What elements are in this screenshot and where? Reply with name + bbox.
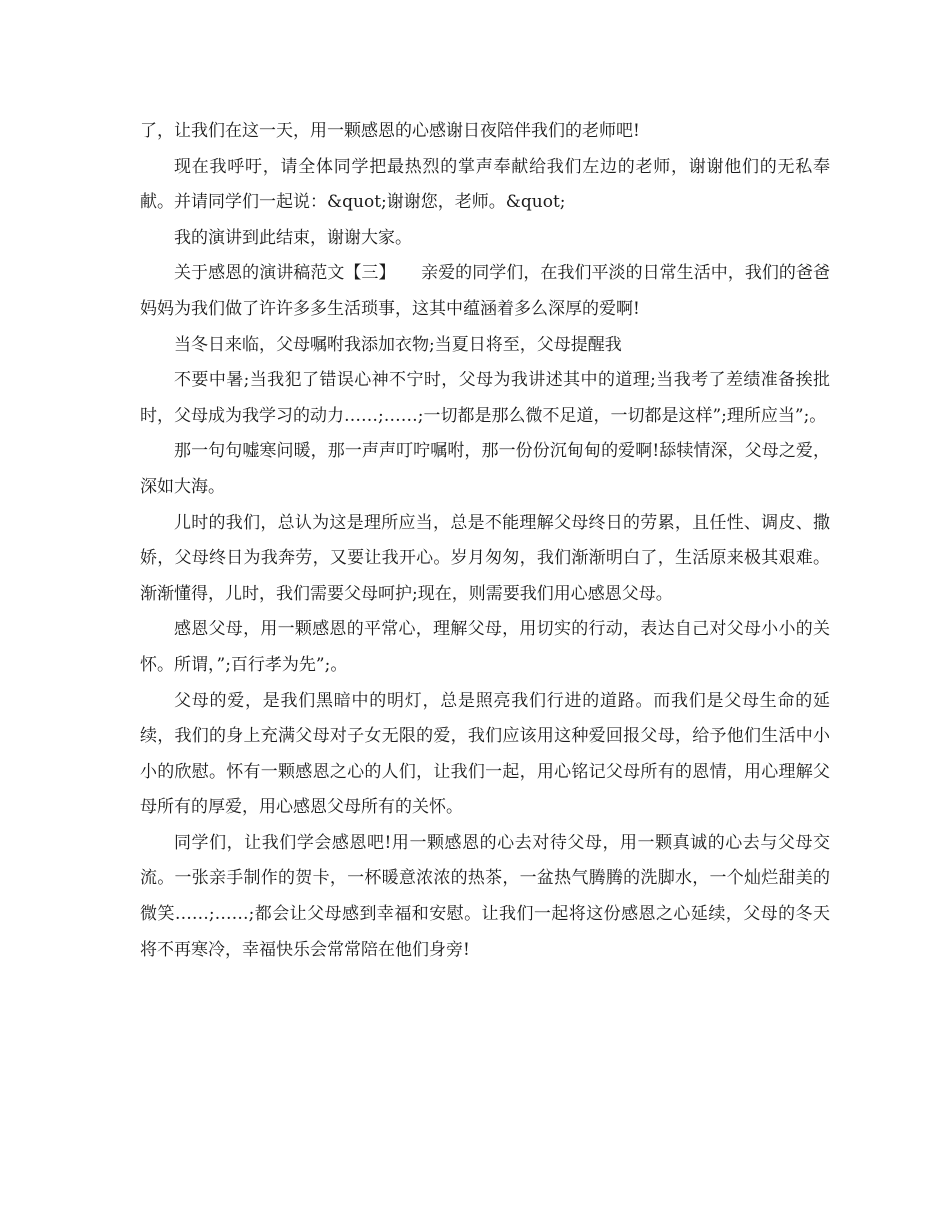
paragraph-6: 不要中暑;当我犯了错误心神不宁时，父母为我讲述其中的道理;当我考了差绩准备挨批时，父母成为我学习的动力……;……;一切都是那么微不足道，一切都是这样”;理所应当”;。 [140, 370, 830, 426]
paragraph-7: 那一句句嘘寒问暖，那一声声叮咛嘱咐，那一份份沉甸甸的爱啊!舔犊情深，父母之爱，深如大海。 [140, 441, 830, 497]
paragraph-10: 父母的爱，是我们黑暗中的明灯，总是照亮我们行进的道路。而我们是父母生命的延续，我们的身上充满父母对子女无限的爱，我们应该用这种爱回报父母，给予他们生活中小小的欣慰。怀有一颗感恩之心的人们，让我们一起，用心铭记父母所有的恩情，用心理解父母所有的厚爱，用心感恩父母所有的关怀。 [140, 690, 830, 818]
paragraph-8: 儿时的我们，总认为这是理所应当，总是不能理解父母终日的劳累，且任性、调皮、撒娇，父母终日为我奔劳，又要让我开心。岁月匆匆，我们渐渐明白了，生活原来极其艰难。渐渐懂得，儿时，我们需要父母呵护;现在，则需要我们用心感恩父母。 [140, 512, 830, 604]
paragraph-1: 了，让我们在这一天，用一颗感恩的心感谢日夜陪伴我们的老师吧! [140, 121, 640, 141]
document-body [140, 114, 830, 968]
paragraph-5: 当冬日来临，父母嘱咐我添加衣物;当夏日将至，父母提醒我 [174, 334, 622, 355]
paragraph-4: 关于感恩的演讲稿范文【三】 亲爱的同学们，在我们平淡的日常生活中，我们的爸爸妈妈为我们做了许许多多生活琐事，这其中蕴涵着多么深厚的爱啊! [140, 263, 830, 319]
paragraph-11: 同学们，让我们学会感恩吧!用一颗感恩的心去对待父母，用一颗真诚的心去与父母交流。一张亲手制作的贺卡，一杯暖意浓浓的热茶，一盆热气腾腾的洗脚水，一个灿烂甜美的微笑……;……;都会让父母感到幸福和安慰。让我们一起将这份感恩之心延续，父母的冬天将不再寒冷，幸福快乐会常常陪在他们身旁! [140, 832, 830, 960]
paragraph-2: 现在我呼吁，请全体同学把最热烈的掌声奉献给我们左边的老师，谢谢他们的无私奉献。并请同学们一起说：&quot;谢谢您，老师。&quot; [140, 156, 830, 213]
paragraph-9: 感恩父母，用一颗感恩的平常心，理解父母，用切实的行动，表达自己对父母小小的关怀。所谓，”;百行孝为先”;。 [140, 619, 830, 675]
paragraph-3: 我的演讲到此结束，谢谢大家。 [174, 227, 412, 248]
